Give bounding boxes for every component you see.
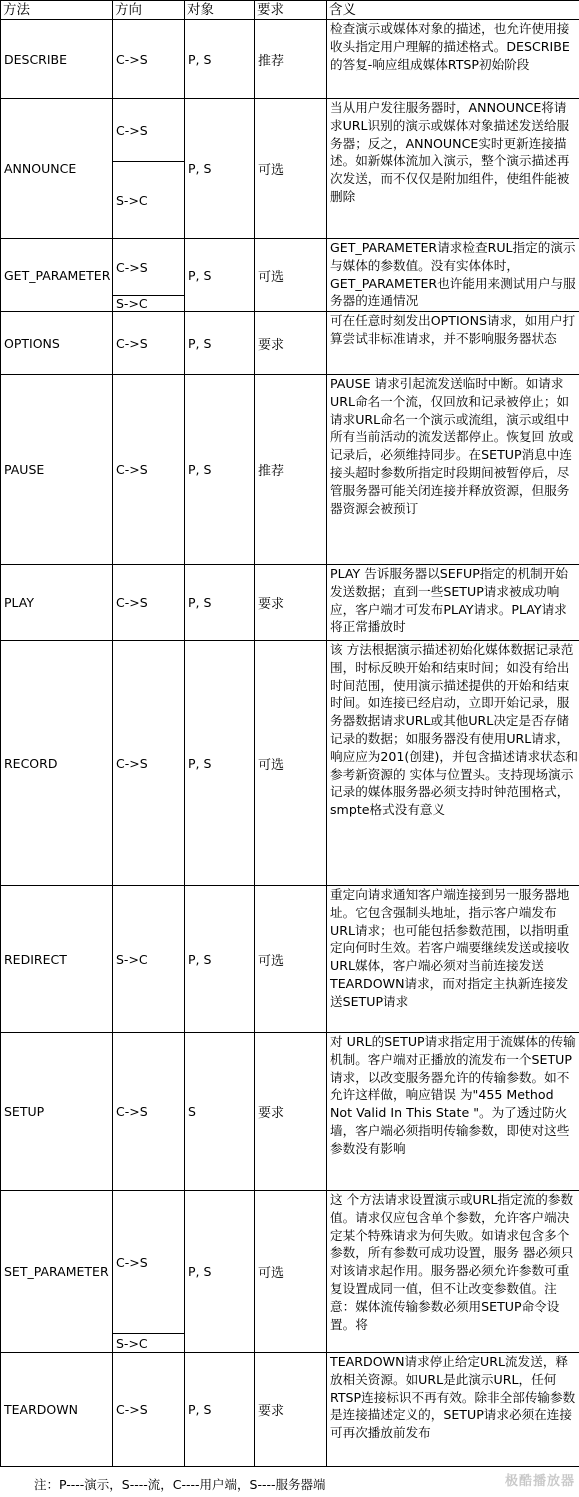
requirement-cell: 要求: [255, 565, 327, 641]
legend-note: 注：P----演示，S----流，C----用户端，S----服务器端: [34, 1477, 326, 1492]
table-row: [1, 375, 579, 565]
meaning-cell: TEARDOWN请求停止给定URL流发送，释放相关资源。如URL是此演示URL，任何RTSP连接标识不再有效。除非全部传输参数是连接描述定义的，SETUP请求必须在连接可再次播放前发布: [327, 1353, 579, 1467]
header-row: [1, 1, 579, 20]
method-cell: TEARDOWN: [1, 1353, 113, 1467]
method-cell: OPTIONS: [1, 312, 113, 375]
table-row: [1, 239, 579, 296]
meaning-cell: 检查演示或媒体对象的描述，也允许使用接收头指定用户理解的描述格式。DESCRIBE的答复-响应组成媒体RTSP初始阶段: [327, 20, 579, 99]
table-row: [1, 1353, 579, 1467]
object-cell: P, S: [185, 1191, 255, 1353]
requirement-cell: 可选: [255, 641, 327, 886]
table-row: [1, 312, 579, 375]
header-requirement: 要求: [255, 1, 327, 20]
requirement-cell: 要求: [255, 1033, 327, 1191]
object-cell: P, S: [185, 99, 255, 239]
direction-cell: S->C: [113, 296, 185, 312]
direction-cell: C->S: [113, 1033, 185, 1191]
meaning-cell: 该 方法根据演示描述初始化媒体数据记录范围，时标反映开始和结束时间；如没有给出时间范围，使用演示描述提供的开始和结束时间。如连接已经启动，立即开始记录，服务器数据请求URL或其他URL决定是否存储记录的数据；如服务器没有使用URL请求，响应应为201(创建)，并包含描述请求状态和参考新资源的 实体与位置头。支持现场演示记录的媒体服务器必须支持时钟范围格式，smpte格式没有意义: [327, 641, 579, 886]
table-row: [1, 99, 579, 162]
direction-cell: C->S: [113, 312, 185, 375]
direction-cell: S->C: [113, 886, 185, 1033]
method-cell: RECORD: [1, 641, 113, 886]
meaning-cell: 对 URL的SETUP请求指定用于流媒体的传输机制。客户端对正播放的流发布一个SETUP请求，以改变服务器允许的传输参数。如不允许这样做，响应错误 为"455 Method Not Valid In This State "。为了透过防火墙，客户端必须指明传输参数，即使对这些参数没有影响: [327, 1033, 579, 1191]
direction-cell: C->S: [113, 1191, 185, 1334]
method-cell: SET_PARAMETER: [1, 1191, 113, 1353]
requirement-cell: 要求: [255, 312, 327, 375]
requirement-cell: 可选: [255, 99, 327, 239]
header-object: 对象: [185, 1, 255, 20]
table-row: [1, 641, 579, 886]
meaning-cell: GET_PARAMETER请求检查RUL指定的演示与媒体的参数值。没有实体体时，GET_PARAMETER也许能用来测试用户与服务器的连通情况: [327, 239, 579, 312]
object-cell: P, S: [185, 641, 255, 886]
meaning-cell: PLAY 告诉服务器以SEFUP指定的机制开始发送数据；直到一些SETUP请求被成功响应，客户端才可发布PLAY请求。PLAY请求将正常播放时: [327, 565, 579, 641]
object-cell: P, S: [185, 312, 255, 375]
meaning-cell: 可在任意时刻发出OPTIONS请求，如用户打算尝试非标准请求，并不影响服务器状态: [327, 312, 579, 375]
meaning-cell: 这 个方法请求设置演示或URL指定流的参数值。请求仅应包含单个参数，允许客户端决定某个特殊请求为何失败。如请求包含多个参数，所有参数可成功设置，服务 器必须只对该请求起作用。服务器必须允许参数可重复设置成同一值，但不让改变参数值。注意：媒体流传输参数必须用SETUP命令设置。将: [327, 1191, 579, 1353]
header-meaning: 含义: [327, 1, 579, 20]
header-direction: 方向: [113, 1, 185, 20]
object-cell: S: [185, 1033, 255, 1191]
requirement-cell: 推荐: [255, 375, 327, 565]
direction-cell: C->S: [113, 20, 185, 99]
direction-cell: C->S: [113, 239, 185, 296]
requirement-cell: 要求: [255, 1353, 327, 1467]
method-cell: PAUSE: [1, 375, 113, 565]
meaning-cell: PAUSE 请求引起流发送临时中断。如请求URL命名一个流，仅回放和记录被停止；如请求URL命名一个演示或流组，演示或组中所有当前活动的流发送都停止。恢复回 放或记录后，必须维持同步。在SETUP消息中连接头超时参数所指定时段期间被暂停后，尽管服务器可能关闭连接并释放资源，但服务器资源会被预订: [327, 375, 579, 565]
method-cell: SETUP: [1, 1033, 113, 1191]
object-cell: P, S: [185, 886, 255, 1033]
requirement-cell: 可选: [255, 239, 327, 312]
object-cell: P, S: [185, 1353, 255, 1467]
meaning-cell: 当从用户发往服务器时，ANNOUNCE将请求URL识别的演示或媒体对象描述发送给服务器；反之，ANNOUNCE实时更新连接描述。如新媒体流加入演示，整个演示描述再次发送，而不仅仅是附加组件，使组件能被删除: [327, 99, 579, 239]
direction-cell: S->C: [113, 162, 185, 239]
direction-cell: C->S: [113, 565, 185, 641]
method-cell: ANNOUNCE: [1, 99, 113, 239]
object-cell: P, S: [185, 375, 255, 565]
table-row: [1, 1033, 579, 1191]
requirement-cell: 推荐: [255, 20, 327, 99]
object-cell: P, S: [185, 20, 255, 99]
direction-cell: S->C: [113, 1334, 185, 1353]
direction-cell: C->S: [113, 99, 185, 162]
meaning-cell: 重定向请求通知客户端连接到另一服务器地址。它包含强制头地址，指示客户端发布URL请求；也可能包括参数范围，以指明重定向何时生效。若客户端要继续发送或接收URL媒体，客户端必须对当前连接发送TEARDOWN请求，而对指定主执新连接发送SETUP请求: [327, 886, 579, 1033]
method-cell: GET_PARAMETER: [1, 239, 113, 312]
table-row: [1, 1191, 579, 1334]
direction-cell: C->S: [113, 375, 185, 565]
header-method: 方法: [1, 1, 113, 20]
requirement-cell: 可选: [255, 886, 327, 1033]
direction-cell: C->S: [113, 1353, 185, 1467]
method-cell: PLAY: [1, 565, 113, 641]
watermark-logo: 极酷播放器: [504, 1474, 575, 1489]
requirement-cell: 可选: [255, 1191, 327, 1353]
table-row: [1, 886, 579, 1033]
object-cell: P, S: [185, 565, 255, 641]
table-row: [1, 565, 579, 641]
method-cell: REDIRECT: [1, 886, 113, 1033]
direction-cell: C->S: [113, 641, 185, 886]
method-cell: DESCRIBE: [1, 20, 113, 99]
object-cell: P, S: [185, 239, 255, 312]
table-row: [1, 20, 579, 99]
